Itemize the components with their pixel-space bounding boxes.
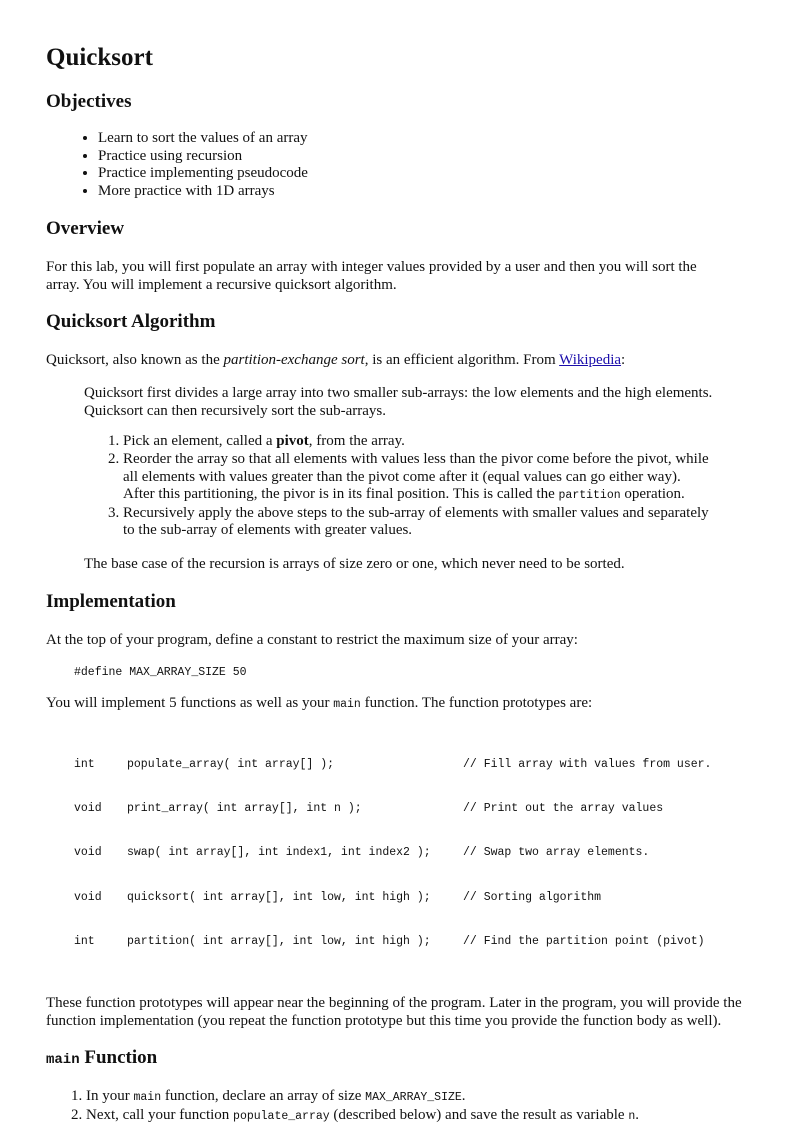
text: function. The function prototypes are: <box>360 694 593 711</box>
prototype-line <box>74 758 751 773</box>
list-item <box>86 1107 751 1126</box>
list-item <box>86 1088 751 1107</box>
text: , is an efficient algorithm. From <box>364 352 560 369</box>
return-type: int <box>74 935 95 949</box>
implementation-intro: At the top of your program, define a constant to restrict the maximum size of your array: <box>46 631 578 648</box>
signature: print_array( int array[], int n ); <box>127 801 362 815</box>
prototype-line <box>74 935 751 950</box>
page-title: Quicksort <box>46 44 153 71</box>
bold-text: pivot <box>276 433 309 450</box>
overview-text: For this lab, you will first populate an array with integer values provided by a user and then you will sort the array. You will implement a recursive quicksort algorithm. <box>46 259 697 294</box>
inline-code: populate_array <box>233 1110 330 1124</box>
comment: // Swap two array elements. <box>463 846 650 860</box>
emphasis: partition-exchange sort <box>223 352 365 369</box>
comment: // Print out the array values <box>463 801 664 815</box>
comment: // Fill array with values from user. <box>463 757 712 771</box>
list-item: • Learn to sort the values of an array <box>98 130 751 148</box>
signature: quicksort( int array[], int low, int high ); <box>127 890 431 904</box>
inline-code: main <box>46 1052 80 1069</box>
signature: swap( int array[], int index1, int index2 ); <box>127 846 431 860</box>
signature: partition( int array[], int low, int high ); <box>127 935 431 949</box>
objectives-heading: Objectives <box>46 91 132 112</box>
signature: populate_array( int array[] ); <box>127 757 335 771</box>
text: In your <box>86 1088 134 1105</box>
list-item: • Practice using recursion <box>98 148 751 166</box>
algorithm-heading: Quicksort Algorithm <box>46 311 216 333</box>
text: , from the array. <box>308 433 405 450</box>
quote-text: Quicksort first divides a large array into two smaller sub-arrays: the low elements and the high elements. Quicksort can then recursively sort the sub-arrays. <box>84 385 713 420</box>
text: You will implement 5 functions as well as your <box>46 694 334 711</box>
return-type: void <box>74 890 102 904</box>
list-item <box>123 433 711 451</box>
text: Quicksort, also known as the <box>46 352 224 369</box>
text: Pick an element, called a <box>123 433 277 450</box>
wikipedia-link[interactable]: Wikipedia <box>559 352 622 369</box>
text: . <box>635 1107 639 1124</box>
return-type: void <box>74 846 102 860</box>
text: Next, call your function <box>86 1107 234 1124</box>
text: : <box>621 352 626 369</box>
prototype-line <box>74 802 751 817</box>
algorithm-steps <box>46 433 711 540</box>
text: Reorder the array so that all elements with values less than the pivor come before the pivot, while all elements with values greater than the pivot come after it (equal values can go either way). After this partitioning, the pivor is in its final position. This is called the <box>123 450 709 503</box>
text: Function <box>79 1047 158 1069</box>
main-function-heading <box>46 1046 751 1072</box>
return-type: void <box>74 801 102 815</box>
implementation-heading: Implementation <box>46 590 176 612</box>
text: . <box>461 1088 466 1105</box>
text: (described below) and save the result as variable <box>329 1107 629 1124</box>
text: function, declare an array of size <box>161 1088 366 1105</box>
text: operation. <box>620 486 685 503</box>
list-item: • Practice implementing pseudocode <box>98 165 751 183</box>
algorithm-intro <box>46 351 751 369</box>
main-steps <box>46 1088 751 1125</box>
prototypes-explanation: These function prototypes will appear near the beginning of the program. Later in the program, you will provide the function implementation (you repeat the function prototype but this time you provide the function body as well). <box>46 995 742 1030</box>
prototype-line <box>74 891 751 906</box>
inline-code: main <box>333 697 361 711</box>
prototype-line <box>74 846 751 861</box>
return-type: int <box>74 757 95 771</box>
define-code: #define MAX_ARRAY_SIZE 50 <box>74 665 247 679</box>
inline-code: partition <box>558 489 621 503</box>
inline-code: main <box>133 1091 162 1105</box>
comment: // Find the partition point (pivot) <box>463 935 705 949</box>
base-case-text: The base case of the recursion is arrays of size zero or one, which never need to be sorted. <box>84 555 625 572</box>
list-item: 3. Recursively apply the above steps to the sub-array of elements with smaller values and separately to the sub-array of elements with greater values. <box>123 505 711 540</box>
objectives-list <box>46 130 751 200</box>
list-item <box>123 451 711 505</box>
functions-intro <box>46 694 751 714</box>
comment: // Sorting algorithm <box>463 890 602 904</box>
prototypes-code-block <box>74 728 751 980</box>
inline-code: MAX_ARRAY_SIZE <box>365 1091 462 1105</box>
inline-code: n <box>628 1110 636 1124</box>
overview-heading: Overview <box>46 218 125 240</box>
list-item: • More practice with 1D arrays <box>98 183 751 201</box>
